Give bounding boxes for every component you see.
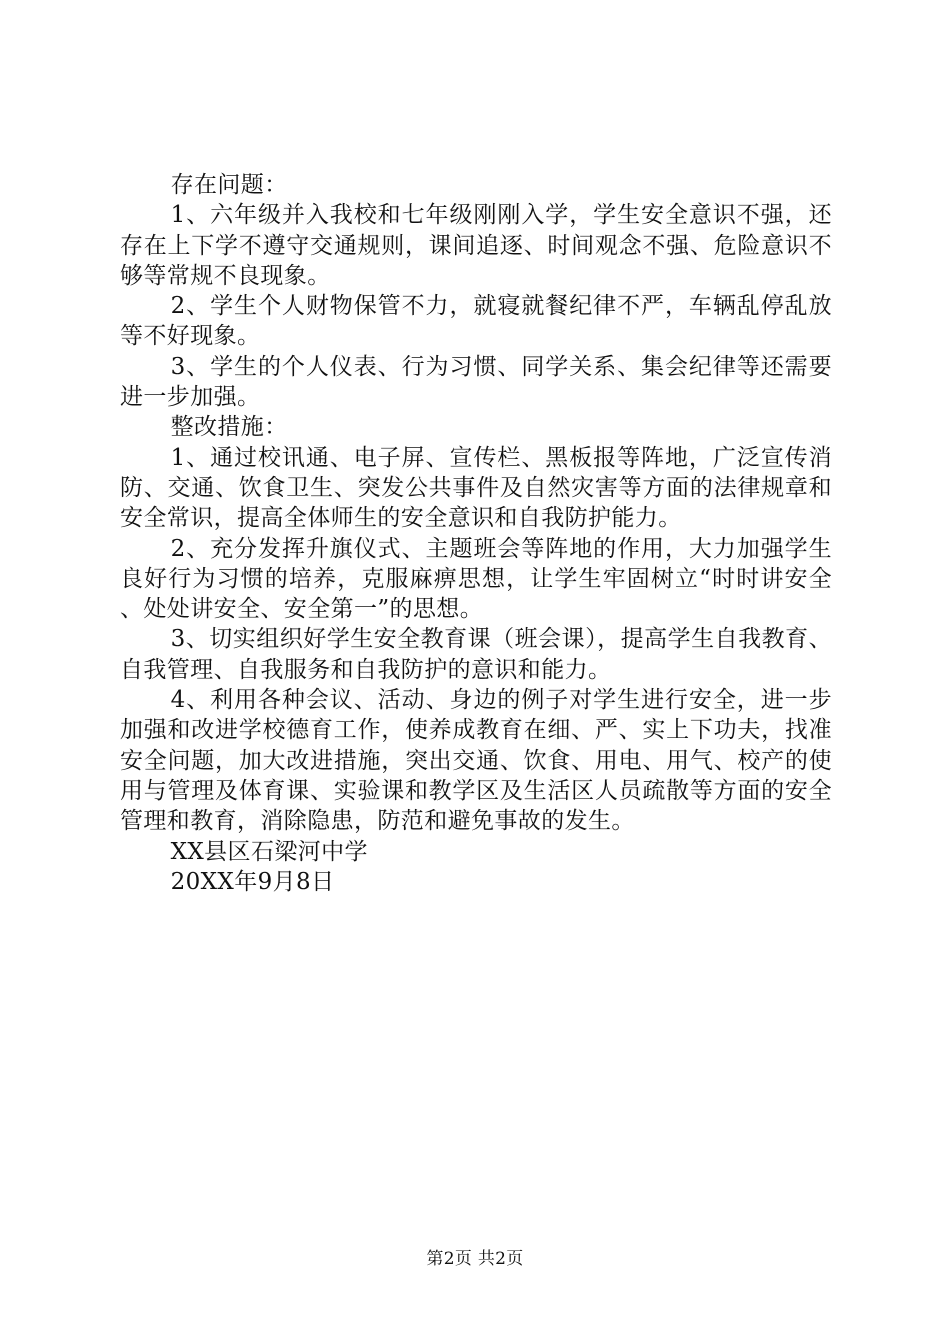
section-heading-measures: 整改措施： [170, 414, 288, 441]
page-number-footer: 第2页 共2页 [426, 1249, 524, 1269]
measure-item-2: 2、充分发挥升旗仪式、主题班会等阵地的作用，大力加强学生良好行为习惯的培养，克服麻痹思想，让学生牢固树立“时时讲安全、处处讲安全、安全第一”的思想。 [120, 535, 832, 623]
signature-organization: XX县区石梁河中学 [170, 838, 368, 865]
measure-item-3: 3、切实组织好学生安全教育课（班会课），提高学生自我教育、自我管理、自我服务和自我防护的意识和能力。 [120, 626, 832, 683]
measure-item-1: 1、通过校讯通、电子屏、宣传栏、黑板报等阵地，广泛宣传消防、交通、饮食卫生、突发公共事件及自然灾害等方面的法律规章和安全常识，提高全体师生的安全意识和自我防护能力。 [120, 444, 832, 532]
section-heading-problems: 存在问题： [170, 172, 288, 198]
signature-date: 20XX年9月8日 [170, 868, 335, 895]
problem-item-2: 2、学生个人财物保管不力，就寝就餐纪律不严，车辆乱停乱放等不好现象。 [120, 293, 832, 350]
problem-item-3: 3、学生的个人仪表、行为习惯、同学关系、集会纪律等还需要进一步加强。 [120, 353, 832, 411]
measure-item-4: 4、利用各种会议、活动、身边的例子对学生进行安全，进一步加强和改进学校德育工作，使养成教育在细、严、实上下功夫，找准安全问题，加大改进措施，突出交通、饮食、用电、用气、校产的使用与管理及体育课、实验课和教学区及生活区人员疏散等方面的安全管理和教育，消除隐患，防范和避免事故的发生。 [120, 687, 832, 835]
document-body [120, 170, 832, 897]
problem-item-1: 1、六年级并入我校和七年级刚刚入学，学生安全意识不强，还存在上下学不遵守交通规则，课间追逐、时间观念不强、危险意识不够等常规不良现象。 [120, 202, 832, 289]
